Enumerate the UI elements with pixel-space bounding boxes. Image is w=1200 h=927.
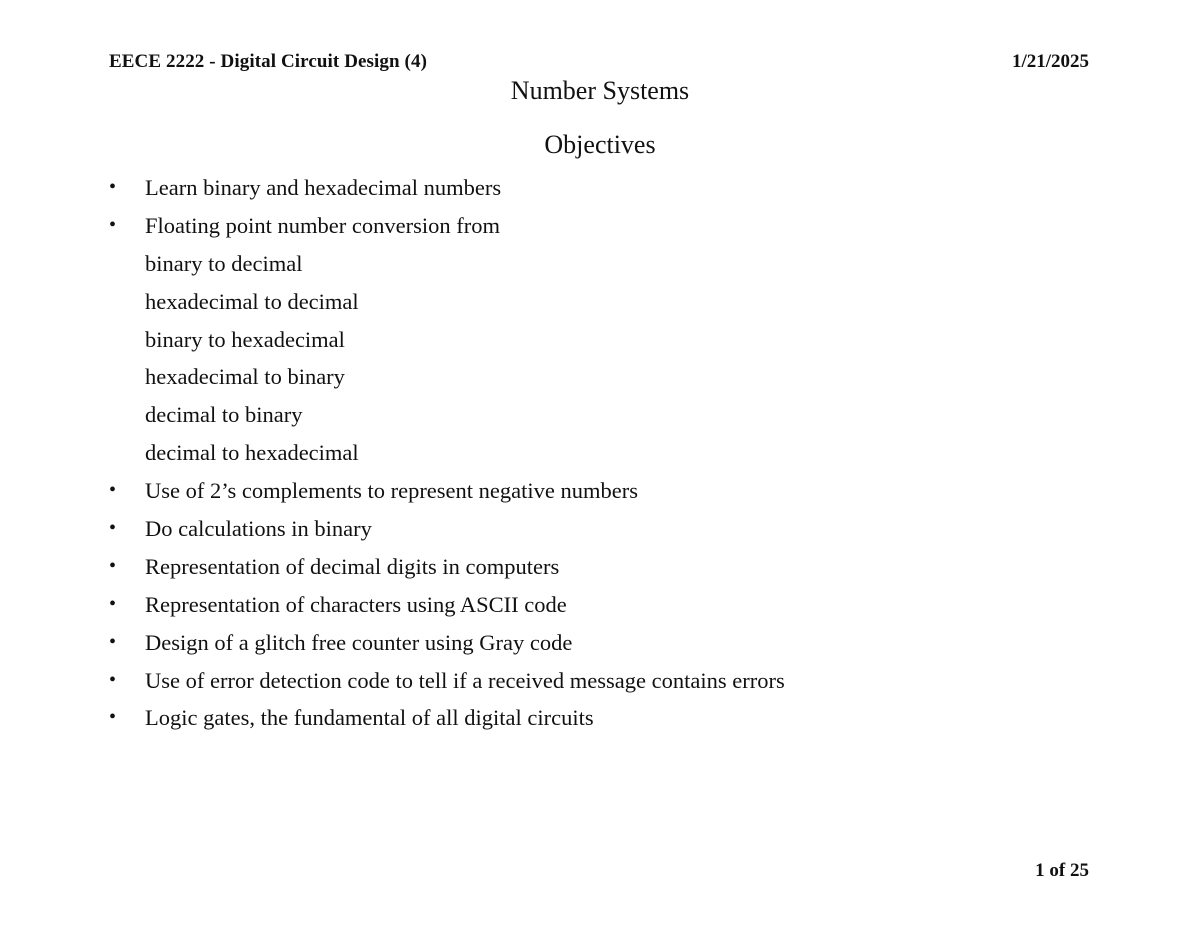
list-item-text: hexadecimal to decimal bbox=[145, 288, 359, 314]
list-item-text: Do calculations in binary bbox=[145, 516, 372, 542]
bullet-marker: • bbox=[109, 706, 117, 729]
list-item-text: Logic gates, the fundamental of all digital circuits bbox=[145, 705, 594, 731]
bullet-marker: • bbox=[109, 479, 117, 502]
bullet-marker: • bbox=[109, 176, 117, 198]
bullet-marker: • bbox=[109, 630, 117, 653]
list-item-text: binary to decimal bbox=[145, 250, 303, 276]
bullet-marker: • bbox=[109, 668, 117, 691]
list-item-text: Floating point number conversion from bbox=[145, 212, 500, 238]
list-item-text: Use of 2’s complements to represent negative numbers bbox=[145, 478, 638, 504]
section-heading: Objectives bbox=[544, 130, 656, 159]
bullet-marker: • bbox=[109, 554, 117, 577]
list-item-text: Representation of characters using ASCII code bbox=[145, 591, 567, 617]
bullet-marker: • bbox=[109, 517, 117, 540]
list-item-text: Design of a glitch free counter using Gray code bbox=[145, 629, 573, 655]
list-item-text: Use of error detection code to tell if a received message contains errors bbox=[145, 667, 785, 693]
list-item-text: decimal to hexadecimal bbox=[145, 440, 359, 466]
list-item-text: Learn binary and hexadecimal numbers bbox=[145, 175, 502, 200]
bullet-marker: • bbox=[109, 213, 117, 236]
page-title: Number Systems bbox=[510, 76, 690, 105]
bullet-marker: • bbox=[109, 592, 117, 615]
list-item-text: binary to hexadecimal bbox=[145, 326, 345, 352]
date-header: 1/21/2025 bbox=[1011, 51, 1089, 72]
list-item-text: hexadecimal to binary bbox=[145, 364, 345, 390]
list-item-text: Representation of decimal digits in computers bbox=[145, 553, 560, 579]
list-item-text: decimal to binary bbox=[145, 402, 303, 428]
course-header: EECE 2222 - Digital Circuit Design (4) bbox=[109, 51, 427, 72]
page-number: 1 of 25 bbox=[1035, 860, 1089, 881]
